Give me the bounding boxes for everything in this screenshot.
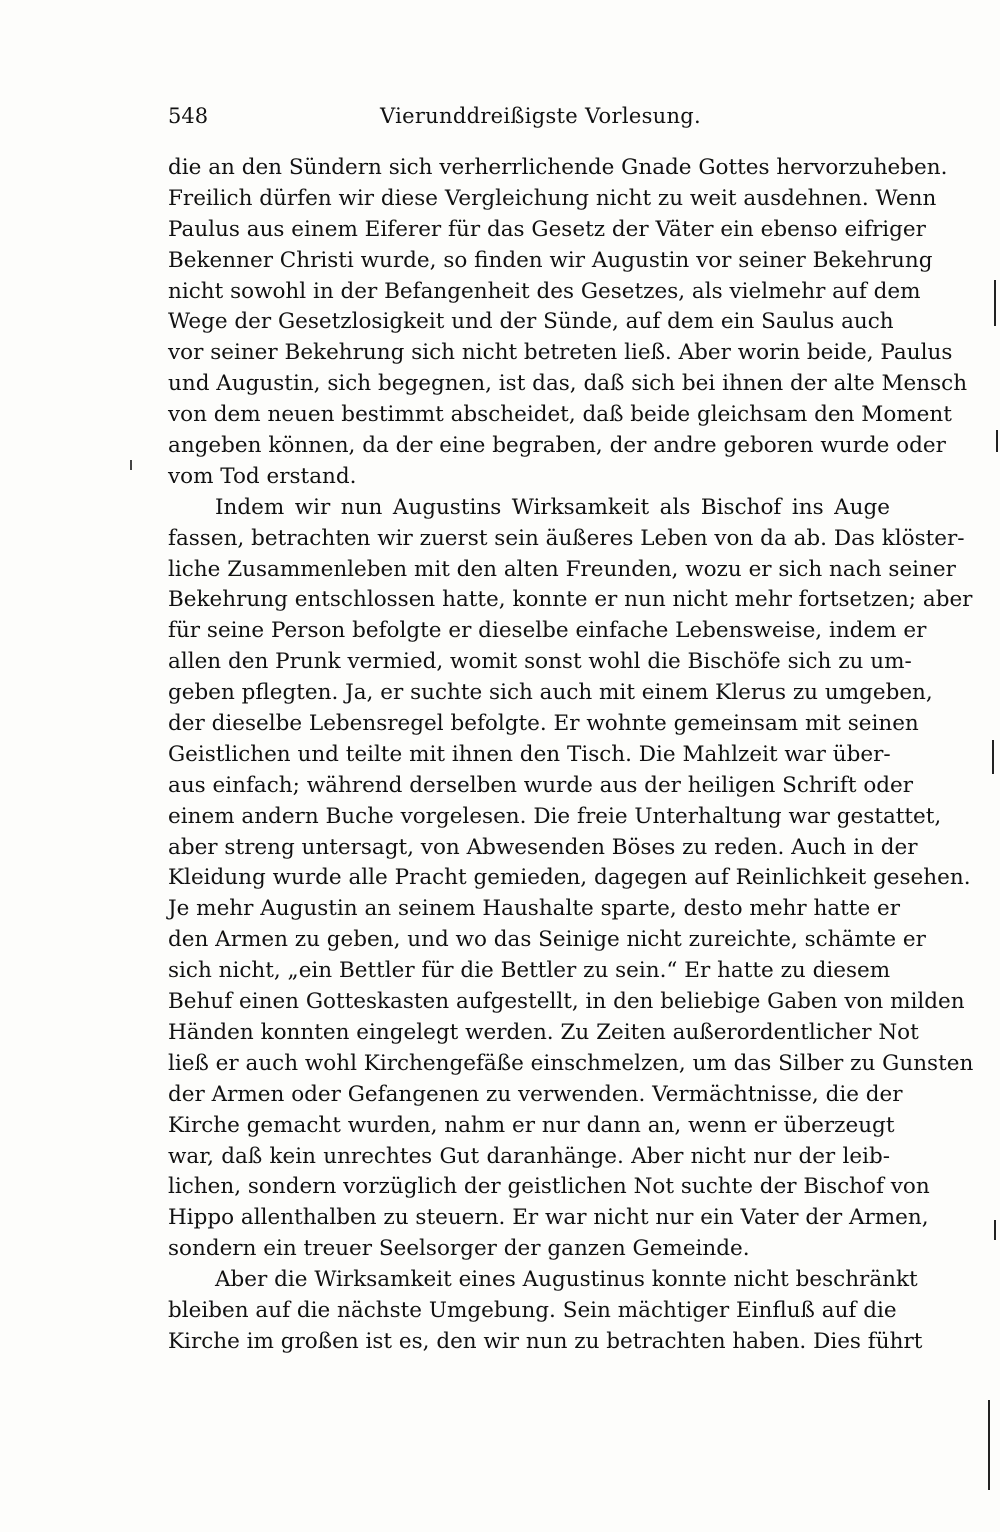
margin-mark bbox=[996, 430, 998, 452]
text-line: Je mehr Augustin an seinem Haushalte sparte, desto mehr hatte er bbox=[168, 896, 901, 922]
text-line: lichen, sondern vorzüglich der geistlichen Not suchte der Bischof von bbox=[168, 1174, 930, 1200]
text-line: aus einfach; während derselben wurde aus der heiligen Schrift oder bbox=[168, 772, 914, 798]
text-line: vom Tod erstand. bbox=[168, 463, 357, 489]
text-line: nicht sowohl in der Befangenheit des Gesetzes, als vielmehr auf dem bbox=[168, 278, 921, 304]
text-line: aber streng untersagt, von Abwesenden Böses zu reden. Auch in der bbox=[168, 834, 918, 860]
text-line: Geistlichen und teilte mit ihnen den Tisch. Die Mahlzeit war über- bbox=[168, 741, 891, 767]
text-line: und Augustin, sich begegnen, ist das, daß sich bei ihnen der alte Mensch bbox=[168, 371, 968, 397]
text-line: ließ er auch wohl Kirchengefäße einschmelzen, um das Silber zu Gunsten bbox=[168, 1050, 974, 1076]
text-line: der dieselbe Lebensregel befolgte. Er wohnte gemeinsam mit seinen bbox=[168, 711, 919, 737]
page-number: 548 bbox=[168, 104, 209, 128]
page-header bbox=[168, 98, 890, 134]
running-title: Vierunddreißigste Vorlesung. bbox=[380, 104, 702, 128]
margin-mark bbox=[994, 1220, 996, 1240]
text-line: Paulus aus einem Eiferer für das Gesetz der Väter ein ebenso eifriger bbox=[168, 216, 926, 242]
text-line: Kleidung wurde alle Pracht gemieden, dagegen auf Reinlichkeit gesehen. bbox=[168, 865, 971, 891]
text-line: einem andern Buche vorgelesen. Die freie Unterhaltung war gestattet, bbox=[168, 803, 942, 829]
text-line: Kirche im großen ist es, den wir nun zu betrachten haben. Dies führt bbox=[168, 1328, 923, 1354]
margin-mark bbox=[988, 1400, 990, 1490]
text-line: den Armen zu geben, und wo das Seinige nicht zureichte, schämte er bbox=[168, 927, 926, 953]
text-line: bleiben auf die nächste Umgebung. Sein mächtiger Einfluß auf die bbox=[168, 1297, 897, 1323]
text-line: Hippo allenthalben zu steuern. Er war nicht nur ein Vater der Armen, bbox=[168, 1205, 929, 1231]
text-line: Wege der Gesetzlosigkeit und der Sünde, auf dem ein Saulus auch bbox=[168, 309, 894, 335]
body-text bbox=[168, 153, 974, 1358]
text-line: vor seiner Bekehrung sich nicht betreten ließ. Aber worin beide, Paulus bbox=[168, 340, 953, 366]
text-line: Freilich dürfen wir diese Vergleichung nicht zu weit ausdehnen. Wenn bbox=[168, 185, 937, 211]
text-line: Bekenner Christi wurde, so finden wir Augustin vor seiner Bekehrung bbox=[168, 247, 933, 273]
margin-mark bbox=[994, 280, 996, 326]
text-line: Bekehrung entschlossen hatte, konnte er nun nicht mehr fortsetzen; aber bbox=[168, 587, 973, 613]
text-line: für seine Person befolgte er dieselbe einfache Lebensweise, indem er bbox=[168, 618, 927, 644]
text-line: Aber die Wirksamkeit eines Augustinus konnte nicht beschränkt bbox=[215, 1267, 918, 1293]
text-line: geben pflegten. Ja, er suchte sich auch mit einem Klerus zu umgeben, bbox=[168, 680, 933, 706]
text-line: Kirche gemacht wurden, nahm er nur dann an, wenn er überzeugt bbox=[168, 1112, 895, 1138]
text-line: allen den Prunk vermied, womit sonst wohl die Bischöfe sich zu um- bbox=[168, 649, 912, 675]
text-line: liche Zusammenleben mit den alten Freunden, wozu er sich nach seiner bbox=[168, 556, 956, 582]
text-line: Indem wir nun Augustins Wirksamkeit als Bischof ins Auge bbox=[215, 494, 890, 520]
margin-speck bbox=[130, 460, 132, 470]
text-line: fassen, betrachten wir zuerst sein äußeres Leben von da ab. Das klöster- bbox=[168, 525, 965, 551]
text-line: die an den Sündern sich verherrlichende Gnade Gottes hervorzuheben. bbox=[168, 155, 948, 180]
margin-mark bbox=[992, 740, 994, 774]
text-line: der Armen oder Gefangenen zu verwenden. Vermächtnisse, die der bbox=[168, 1081, 903, 1107]
text-line: Händen konnten eingelegt werden. Zu Zeiten außerordentlicher Not bbox=[168, 1019, 919, 1045]
text-line: von dem neuen bestimmt abscheidet, daß beide gleichsam den Moment bbox=[168, 402, 952, 428]
text-line: war, daß kein unrechtes Gut daranhänge. Aber nicht nur der leib- bbox=[168, 1143, 890, 1169]
text-line: sondern ein treuer Seelsorger der ganzen Gemeinde. bbox=[168, 1236, 750, 1262]
text-line: Behuf einen Gotteskasten aufgestellt, in den beliebige Gaben von milden bbox=[168, 989, 965, 1015]
text-line: sich nicht, „ein Bettler für die Bettler zu sein.“ Er hatte zu diesem bbox=[168, 958, 891, 984]
text-line: angeben können, da der eine begraben, der andre geboren wurde oder bbox=[168, 433, 946, 459]
